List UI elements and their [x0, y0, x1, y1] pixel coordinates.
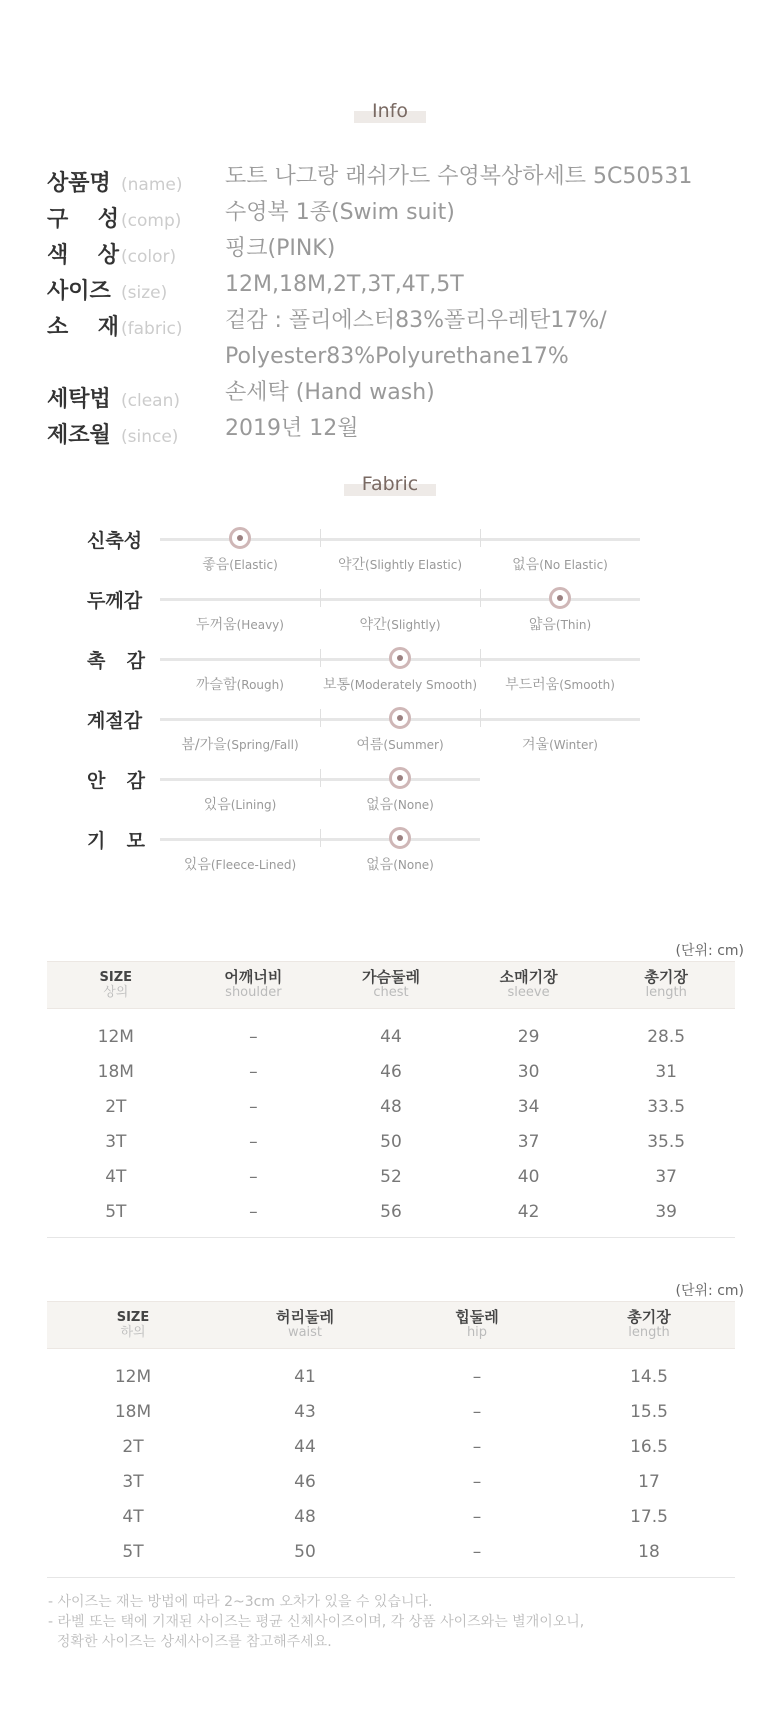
table-cell: –	[249, 1061, 258, 1082]
table-header-cell	[219, 1302, 391, 1348]
table-header-cell	[185, 962, 323, 1008]
fabric-tick	[480, 709, 481, 727]
fabric-tick	[320, 709, 321, 727]
table-cell: –	[249, 1096, 258, 1117]
info-row	[47, 418, 767, 454]
table-cell: 3T	[122, 1471, 144, 1492]
fabric-option-ko: 까슬함	[196, 677, 237, 693]
fabric-option-ko: 있음	[183, 857, 211, 873]
info-label	[47, 202, 195, 233]
top-table-unit: (단위: cm)	[675, 943, 744, 959]
fabric-tick	[320, 529, 321, 547]
fabric-row	[87, 590, 687, 656]
table-cell: 48	[380, 1096, 402, 1117]
fabric-tick	[320, 769, 321, 787]
fabric-tick	[320, 589, 321, 607]
fabric-label	[87, 526, 145, 553]
table-header-ko: 힙둘레	[455, 1308, 499, 1326]
fabric-option-ko: 부드러움	[505, 677, 560, 693]
fabric-option-ko: 얇음	[528, 617, 556, 633]
info-row	[47, 382, 767, 418]
table-cell: –	[472, 1366, 482, 1387]
info-label-en: (since)	[121, 427, 179, 447]
info-label-char: 제조월	[47, 423, 111, 448]
table-cell: 42	[517, 1201, 540, 1222]
note-line: - 사이즈는 재는 방법에 따라 2~3cm 오차가 있을 수 있습니다.	[48, 1594, 433, 1610]
info-label-char: 재	[97, 315, 119, 340]
info-value	[225, 231, 335, 267]
table-cell: –	[472, 1401, 482, 1422]
info-label-ko	[47, 382, 119, 413]
table-cell: 56	[380, 1201, 402, 1222]
fabric-option-en: (Fleece-Lined)	[210, 858, 297, 872]
table-cell: 12M	[114, 1366, 152, 1387]
table-cell: 50	[294, 1541, 316, 1562]
table-cell: 37	[655, 1166, 677, 1187]
table-header-cell	[322, 962, 460, 1008]
table-cell: 52	[380, 1166, 402, 1187]
fabric-label-char: 안	[87, 770, 106, 792]
info-value-line: 겉감 : 폴리에스터83%폴리우레탄17%/	[225, 308, 607, 333]
fabric-selected-marker	[389, 767, 411, 789]
table-cell: 35.5	[647, 1131, 686, 1152]
fabric-option-en: (Slightly)	[386, 618, 441, 632]
table-cell: 5T	[122, 1541, 144, 1562]
table-cell: 17	[638, 1471, 660, 1492]
info-label-en: (name)	[121, 175, 183, 195]
fabric-label-char: 두께감	[87, 590, 143, 612]
table-header-en: chest	[373, 985, 409, 1000]
info-value-line: 12M,18M,2T,3T,4T,5T	[225, 272, 464, 297]
fabric-option-en: (Moderately Smooth)	[350, 678, 478, 692]
table-row	[47, 1194, 735, 1229]
fabric-row	[87, 650, 687, 716]
table-row	[47, 1054, 735, 1089]
table-cell: 3T	[105, 1131, 127, 1152]
table-row	[47, 1394, 735, 1429]
info-label-en: (color)	[121, 247, 177, 267]
fabric-option	[312, 794, 488, 814]
fabric-selected-marker	[229, 527, 251, 549]
fabric-option	[152, 614, 328, 634]
table-cell: 18M	[97, 1061, 134, 1082]
fabric-label	[87, 706, 145, 733]
info-row	[47, 202, 767, 238]
table-header-ko: 가슴둘레	[362, 968, 420, 986]
fabric-option-en: (None)	[393, 798, 434, 812]
fabric-option	[472, 614, 648, 634]
info-label-char: 소	[47, 315, 69, 340]
table-cell: 16.5	[630, 1436, 668, 1457]
info-label-char: 사이즈	[47, 279, 111, 304]
table-cell: 43	[294, 1401, 316, 1422]
table-header-en: length	[628, 1325, 670, 1340]
table-cell: 50	[380, 1131, 402, 1152]
fabric-tick	[480, 649, 481, 667]
info-label-ko	[47, 418, 119, 449]
table-cell: 14.5	[630, 1366, 668, 1387]
fabric-option-en: (Winter)	[549, 738, 598, 752]
table-cell: –	[249, 1201, 258, 1222]
info-label-ko	[47, 166, 119, 197]
info-label-char: 세탁법	[47, 387, 111, 412]
fabric-label	[87, 826, 145, 853]
fabric-option-ko: 겨울	[522, 737, 550, 753]
fabric-label	[87, 646, 145, 673]
fabric-selected-marker	[549, 587, 571, 609]
fabric-option	[472, 734, 648, 754]
table-cell: 12M	[97, 1026, 134, 1047]
info-value	[225, 411, 358, 447]
table-cell: –	[472, 1436, 482, 1457]
table-cell: 17.5	[630, 1506, 668, 1527]
table-cell: –	[472, 1506, 482, 1527]
fabric-option-ko: 두꺼움	[196, 617, 237, 633]
top-size-table	[47, 961, 735, 1238]
table-cell: 39	[655, 1201, 677, 1222]
table-row	[47, 1499, 735, 1534]
table-cell: –	[472, 1471, 482, 1492]
info-label-ko	[47, 238, 119, 269]
table-cell: 29	[517, 1026, 540, 1047]
fabric-section-title: Fabric	[0, 473, 780, 495]
table-row	[47, 1534, 735, 1569]
fabric-option-ko: 좋음	[202, 557, 230, 573]
info-label-ko	[47, 274, 119, 305]
fabric-row	[87, 530, 687, 596]
info-value	[225, 303, 607, 375]
fabric-option	[312, 614, 488, 634]
info-label	[47, 274, 195, 305]
fabric-tick	[320, 649, 321, 667]
bottom-table-unit: (단위: cm)	[675, 1283, 744, 1299]
table-header-en: 하의	[120, 1325, 146, 1340]
table-header-ko: SIZE	[116, 1310, 150, 1325]
fabric-option-ko: 없음	[512, 557, 540, 573]
fabric-label	[87, 766, 145, 793]
note-line: 정확한 사이즈는 상세사이즈를 참고해주세요.	[48, 1634, 332, 1650]
info-label	[47, 310, 195, 341]
table-header-cell	[47, 1302, 219, 1348]
fabric-option	[152, 794, 328, 814]
table-cell: –	[249, 1166, 258, 1187]
fabric-option-ko: 여름	[356, 737, 384, 753]
info-label	[47, 166, 195, 197]
table-cell: 15.5	[630, 1401, 668, 1422]
fabric-row	[87, 830, 687, 896]
table-header-ko: 소매기장	[499, 968, 558, 986]
fabric-option-en: (Elastic)	[229, 558, 278, 572]
table-header	[47, 961, 735, 1009]
table-cell: 18M	[114, 1401, 152, 1422]
note-line: - 라벨 또는 택에 기재된 사이즈는 평균 신체사이즈이며, 각 상품 사이즈와는 별개이오니,	[48, 1614, 585, 1630]
table-cell: –	[249, 1026, 258, 1047]
info-label	[47, 382, 195, 413]
fabric-label	[87, 586, 145, 613]
fabric-tick	[480, 589, 481, 607]
fabric-option-en: (Thin)	[555, 618, 592, 632]
fabric-label-char: 촉	[87, 650, 106, 672]
table-cell: 5T	[105, 1201, 127, 1222]
fabric-properties	[87, 530, 687, 896]
fabric-row	[87, 710, 687, 776]
table-header-en: hip	[466, 1325, 488, 1340]
table-body	[47, 1349, 735, 1578]
info-value-line: 2019년 12월	[225, 416, 359, 441]
table-header-cell	[563, 1302, 735, 1348]
table-header-en: sleeve	[507, 985, 550, 1000]
info-value-line: Polyester83%Polyurethane17%	[225, 344, 569, 369]
fabric-label-char: 모	[126, 830, 145, 852]
info-value	[225, 267, 464, 303]
fabric-selected-marker	[389, 647, 411, 669]
info-value-line: 수영복 1종(Swim suit)	[225, 200, 455, 225]
fabric-tick	[480, 529, 481, 547]
table-header-en: length	[645, 985, 687, 1000]
fabric-option-ko: 없음	[366, 857, 394, 873]
fabric-option-en: (Heavy)	[236, 618, 284, 632]
table-cell: 37	[517, 1131, 540, 1152]
table-cell: 18	[638, 1541, 660, 1562]
fabric-option-ko: 약간	[337, 557, 366, 573]
fabric-row	[87, 770, 687, 836]
table-cell: 30	[517, 1061, 540, 1082]
table-header-en: 상의	[103, 985, 129, 1000]
table-body	[47, 1009, 735, 1238]
table-cell: 48	[294, 1506, 316, 1527]
fabric-option-en: (Summer)	[383, 738, 444, 752]
info-label-en: (fabric)	[121, 319, 183, 339]
table-cell: –	[472, 1541, 482, 1562]
fabric-option-en: (Lining)	[230, 798, 277, 812]
fabric-option	[312, 554, 488, 574]
table-header-ko: 총기장	[627, 1308, 671, 1326]
info-label-en: (comp)	[121, 211, 182, 231]
table-header-en: waist	[287, 1325, 323, 1340]
table-row	[47, 1429, 735, 1464]
table-cell: 46	[380, 1061, 402, 1082]
info-label-char: 상품명	[47, 171, 111, 196]
fabric-selected-marker	[389, 827, 411, 849]
table-header	[47, 1301, 735, 1349]
info-label-ko	[47, 202, 119, 233]
table-cell: 33.5	[647, 1096, 686, 1117]
info-section-title: Info	[0, 100, 780, 122]
table-cell: 4T	[105, 1166, 127, 1187]
info-value-line: 손세탁 (Hand wash)	[225, 380, 435, 405]
table-row	[47, 1019, 735, 1054]
info-label-char: 구	[47, 207, 69, 232]
info-label-char: 성	[97, 207, 119, 232]
fabric-label-char: 계절감	[87, 710, 143, 732]
fabric-option-ko: 봄/가을	[181, 737, 227, 753]
fabric-option-ko: 있음	[203, 797, 231, 813]
table-header-ko: SIZE	[99, 970, 133, 985]
fabric-option	[312, 674, 488, 694]
table-header-en: shoulder	[225, 985, 282, 1000]
info-label	[47, 238, 195, 269]
fabric-option	[312, 734, 488, 754]
table-row	[47, 1124, 735, 1159]
table-row	[47, 1359, 735, 1394]
size-notes	[48, 1592, 584, 1652]
table-cell: 28.5	[647, 1026, 686, 1047]
fabric-option-en: (No Elastic)	[539, 558, 608, 572]
product-info-list	[47, 166, 767, 454]
info-value-line: 도트 나그랑 래쉬가드 수영복상하세트 5C50531	[225, 164, 693, 189]
table-cell: 40	[517, 1166, 540, 1187]
fabric-tick	[320, 829, 321, 847]
info-value	[225, 375, 435, 411]
table-header-cell	[460, 962, 598, 1008]
table-row	[47, 1464, 735, 1499]
fabric-selected-marker	[389, 707, 411, 729]
fabric-option-en: (None)	[393, 858, 434, 872]
fabric-option	[472, 554, 648, 574]
fabric-label-char: 감	[126, 650, 145, 672]
fabric-option-ko: 약간	[359, 617, 387, 633]
info-row	[47, 310, 767, 382]
info-label-char: 상	[97, 243, 119, 268]
table-cell: 4T	[122, 1506, 144, 1527]
fabric-option-en: (Rough)	[236, 678, 284, 692]
table-cell: 31	[655, 1061, 677, 1082]
table-header-cell	[391, 1302, 563, 1348]
info-value	[225, 195, 455, 231]
table-cell: 41	[294, 1366, 316, 1387]
fabric-label-char: 감	[126, 770, 145, 792]
table-header-cell	[597, 962, 735, 1008]
fabric-option	[152, 734, 328, 754]
info-value	[225, 159, 692, 195]
table-cell: 44	[380, 1026, 402, 1047]
table-cell: 44	[294, 1436, 316, 1457]
table-header-ko: 허리둘레	[276, 1308, 334, 1326]
info-value-line: 핑크(PINK)	[225, 236, 336, 261]
fabric-option	[152, 554, 328, 574]
table-cell: –	[249, 1131, 258, 1152]
fabric-option	[312, 854, 488, 874]
table-cell: 34	[517, 1096, 540, 1117]
table-cell: 46	[294, 1471, 316, 1492]
table-header-ko: 어깨너비	[224, 968, 283, 986]
table-row	[47, 1159, 735, 1194]
info-label-char: 색	[47, 243, 69, 268]
fabric-option-ko: 없음	[366, 797, 394, 813]
bottom-size-table	[47, 1301, 735, 1578]
table-cell: 2T	[105, 1096, 127, 1117]
table-header-ko: 총기장	[644, 968, 688, 986]
info-label-ko	[47, 310, 119, 341]
fabric-option	[472, 674, 648, 694]
fabric-option-en: (Smooth)	[559, 678, 615, 692]
fabric-option-en: (Slightly Elastic)	[365, 558, 463, 572]
info-label-en: (clean)	[121, 391, 180, 411]
fabric-option	[152, 854, 328, 874]
table-cell: 2T	[122, 1436, 144, 1457]
info-label-en: (size)	[121, 283, 168, 303]
table-header-cell	[47, 962, 185, 1008]
fabric-label-char: 기	[87, 830, 106, 852]
table-row	[47, 1089, 735, 1124]
fabric-option-ko: 보통	[322, 677, 351, 693]
info-label	[47, 418, 195, 449]
fabric-label-char: 신축성	[87, 530, 143, 552]
fabric-option-en: (Spring/Fall)	[226, 738, 299, 752]
fabric-option	[152, 674, 328, 694]
